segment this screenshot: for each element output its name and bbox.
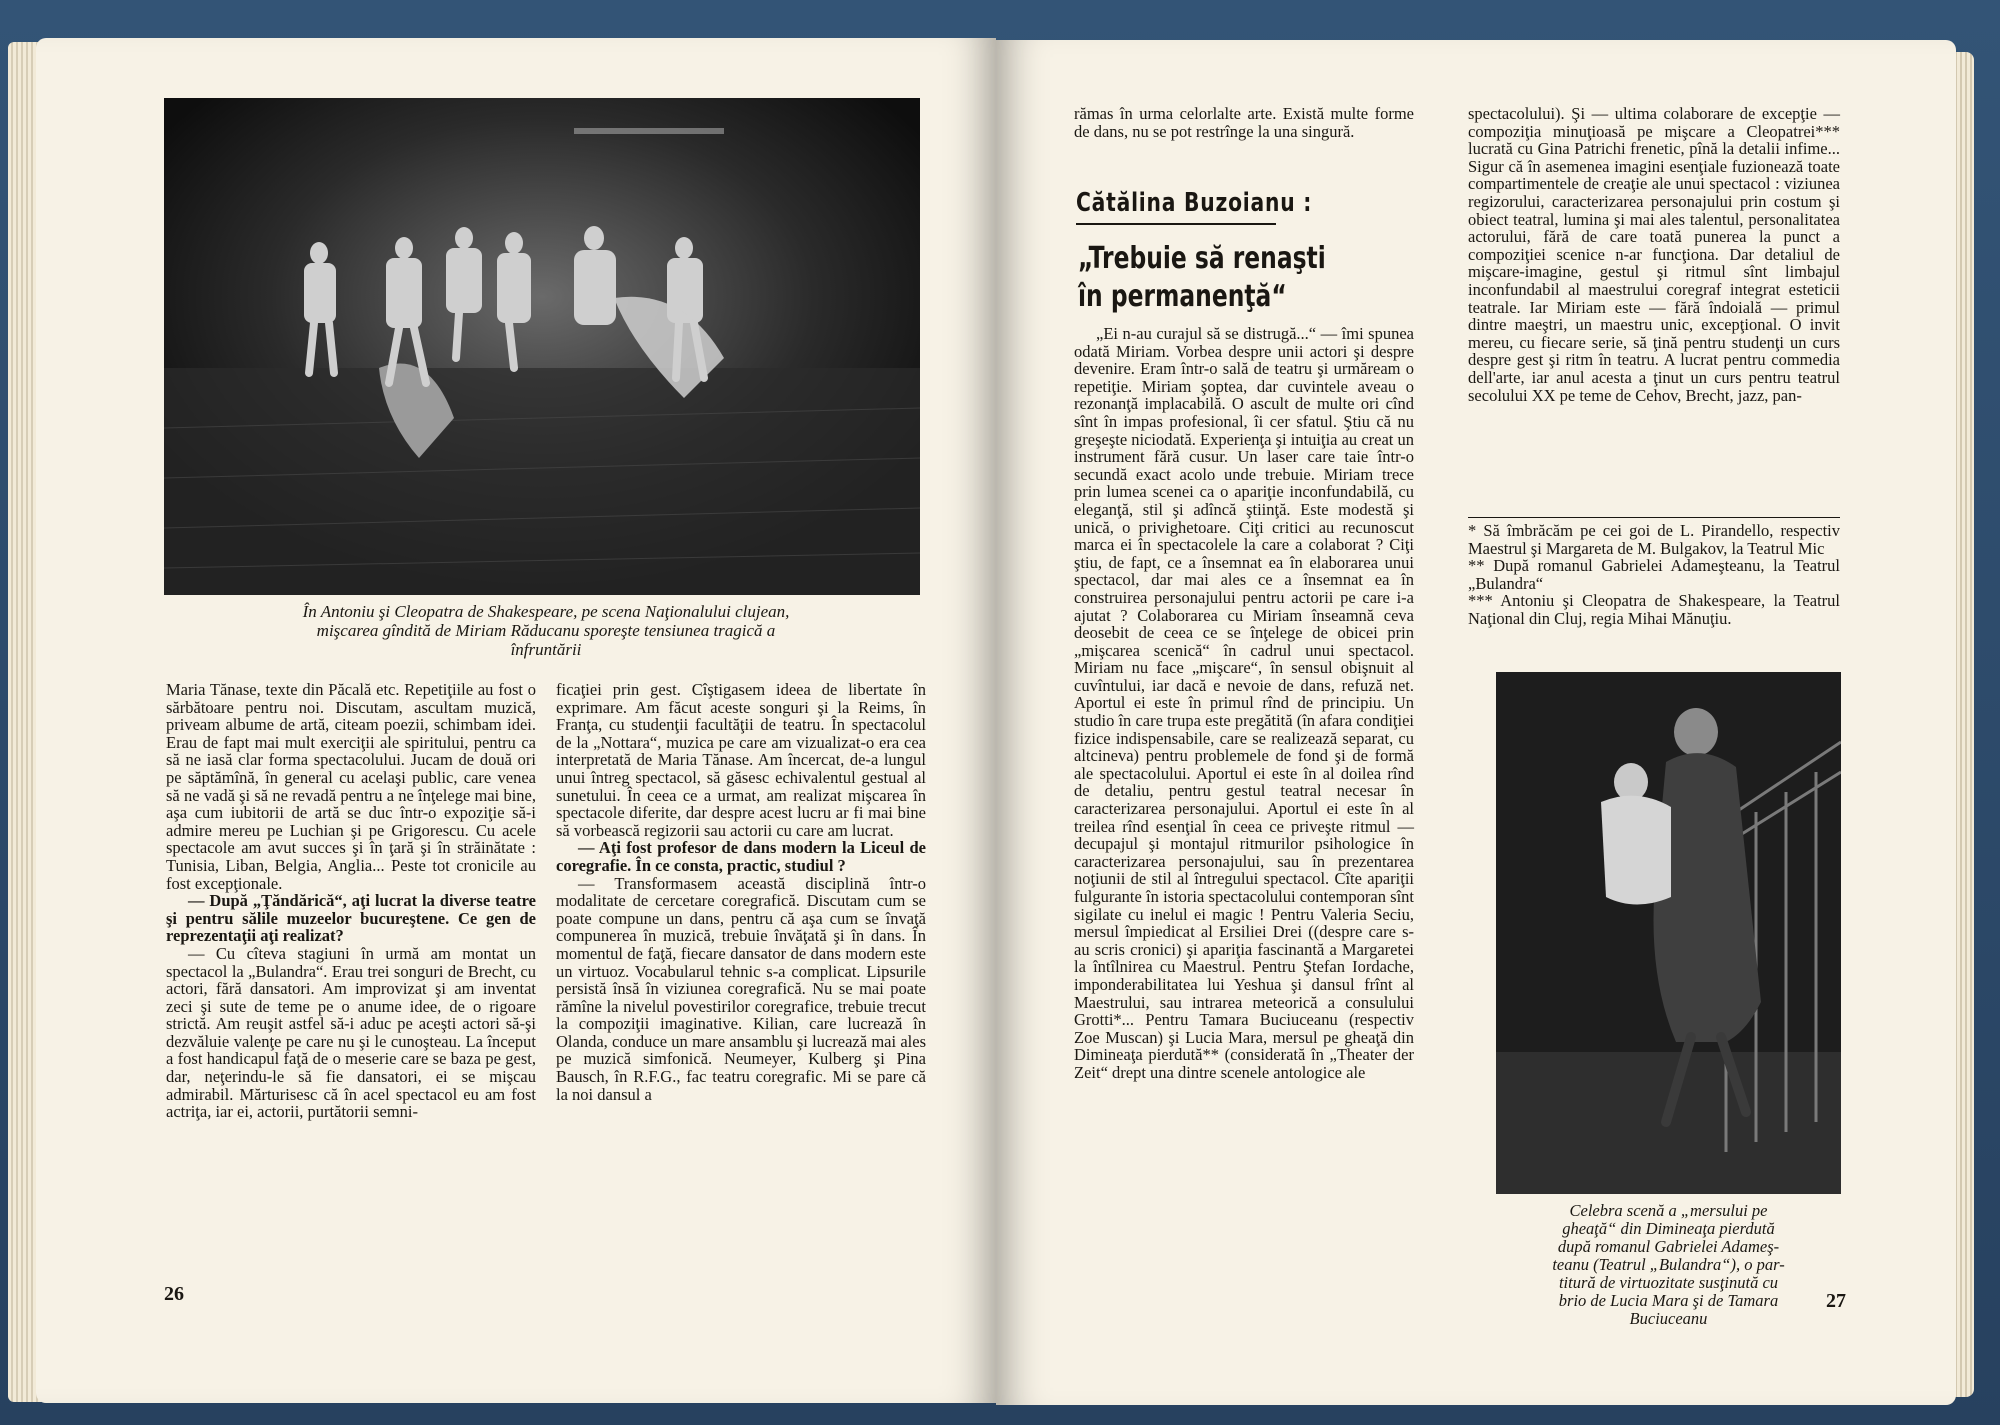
page-number: 27	[1826, 1290, 1846, 1312]
photo-caption-line-2: mişcarea gîndită de Miriam Răducanu sporeşte tensiunea tragică a	[316, 621, 776, 640]
caption-line: titură de virtuozitate susţinută cu	[1558, 1273, 1779, 1292]
interview-question: — Aţi fost profesor de dans modern la Liceul de coregrafie. În ce consta, practic, studiul ?	[556, 838, 926, 875]
actresses-photo-icon	[1496, 672, 1841, 1194]
photo-caption-line-3: înfruntării	[510, 640, 582, 659]
headline-line-1: „Trebuie să renaşti	[1078, 241, 1326, 276]
paragraph: rămas în urma celorlalte arte. Există multe forme de dans, nu se pot restrînge la una singură.	[1074, 104, 1414, 141]
paragraph: — Transformasem această disciplină într-o modalitate de cercetare coregrafică. Discutam cum se poate compune un dans, pentru că aşa cum se învaţă compunerea în muzică, trebuie învăţată şi în dans. În momentul de faţă, fiecare dansator de dans modern este un virtuoz. Vocabularul tehnic s-a complicat. Lipsurile persistă însă în viziunea coregrafică. Nu se mai poate rămîne la nivelul povestirilor coregrafice, trebuie trecut la compoziţii imaginative. Kilian, care lucrează în Olanda, conduce un mare ansamblu şi lucrează mai ales pe muzică simfonică. Neumeyer, Kulberg şi Pina Bausch, în R.F.G., fac teatru coregrafic. Mi se pare că la noi dansul a	[556, 873, 926, 1104]
page-number: 26	[164, 1283, 184, 1305]
photo-caption	[176, 602, 916, 659]
caption-line: după romanul Gabrielei Adameş-	[1557, 1237, 1780, 1256]
caption-line: Buciuceanu	[1629, 1309, 1708, 1328]
stage-photo-icon	[164, 98, 920, 595]
interview-question: — După „Ţăndărică“, aţi lucrat la diverse teatre şi pentru sălile muzeelor bucureştene. Ce gen de reprezentaţii aţi realizat?	[166, 891, 536, 946]
right-column-1-top	[1074, 105, 1414, 140]
left-column-1	[166, 681, 536, 1121]
footnote: * Să îmbrăcăm pe cei goi de L. Pirandello, respectiv Maestrul şi Margareta de M. Bulgakov, la Teatrul Mic	[1468, 521, 1840, 558]
footnote: *** Antoniu şi Cleopatra de Shakespeare, la Teatrul Naţional din Cluj, regia Mihai Mănuţiu.	[1468, 591, 1840, 628]
photo-caption-line-1: În Antoniu şi Cleopatra de Shakespeare, pe scena Naţionalului clujean,	[302, 602, 790, 621]
left-page	[36, 38, 996, 1403]
paragraph: Maria Tănase, texte din Păcală etc. Repetiţiile au fost o sărbătoare pentru noi. Discutam, ascultam muzică, priveam albume de artă, citeam poezii, schimbam idei. Erau de fapt mai mult exerciţii ale spiritului, pentru ca să ne iasă clar forma spectacolului. Jucam de două ori pe săptămînă, în general cu acelaşi public, care venea să ne vadă şi să ne revadă pentru a ne înţelege mai bine, aşa cum iubitorii de artă se duc într-o expoziţie să-i admire mereu pe Luchian şi pe Grigorescu. Cu acele spectacole am avut succes şi în ţară şi în străinătate : Tunisia, Liban, Belgia, Anglia... Peste tot cronicile au fost excepţionale.	[166, 680, 536, 893]
footnotes	[1468, 522, 1840, 628]
caption-line: teanu (Teatrul „Bulandra“), o par-	[1552, 1255, 1785, 1274]
article-headline	[1078, 240, 1326, 316]
paragraph: „Ei n-au curajul să se distrugă...“ — îmi spunea odată Miriam. Vorbea despre unii actori şi despre devenire. Eram într-o sală de teatru şi urmăream o repetiţie. Miriam şoptea, dar cuvintele aveau o rezonanţă implacabilă. O ascult de multe ori cînd sînt în impas profesional, îi cer sfatul. Ştiu că nu greşeşte niciodată. Experienţa şi intuiţia au creat un instrument fără cusur. Un laser care taie într-o secundă exact acolo unde trebuie. Miriam trece prin lumea scenei ca o apariţie inconfundabilă, cu eleganţă, stil şi adîncă ştiinţă. Este modestă şi unică, o privighetoare. Ciţi critici au recunoscut marca ei în spectacolele la care a colaborat ? Ciţi ştiu, de fapt, ce a însemnat ea în elaborarea unui spectacol, dar mai ales ce a însemnat ea în construirea personajului pentru actorii pe care i-a ajutat ? Colaborarea cu Miriam înseamnă ceva deosebit de ceea ce se înţelege de obicei prin „mişcarea scenică“ în cadrul unui spectacol. Miriam nu face „mişcare“, în sensul obişnuit al cuvîntului, iar dacă e nevoie de dans, refuză net. Aportul ei este în primul rînd de principiu. Un studio în care trupa este pregătită (în afara condiţiei fizice indispensabile, care se realizează separat, cu altcineva) pentru problemele de fond şi de formă ale spectacolului. Aportul ei este în al doilea rînd de detaliu, pentru gestul teatral necesar în caracterizarea personajului. Aportul ei este în al treilea rînd esenţial în ceea ce priveşte ritmul — decupajul şi montajul ritmurilor psihologice în caracterizarea personajului, sau în prezentarea noţiunii de stil al întregului spectacol. Cîte apariţii fulgurante în istoria spectacolului contemporan sînt sigilate cu inelul ei magic ! Pentru Valeria Seciu, mersul împiedicat al Ersiliei Drei ((despre care s-au scris cronici) şi apariţia fascinantă a Margaretei la întîlnirea cu Maestrul. Pentru Ştefan Iordache, imponderabilitatea lui Yeshua şi dansul frînt al Maestrului, sau intrarea meteorică a consulului Grotti*... Pentru Tamara Buciuceanu (respectiv Zoe Muscan) şi Lucia Mara, mersul pe gheaţă din Dimineaţa pierdută** (considerată în „Theater der Zeit“ drept una dintre scenele antologice ale	[1074, 324, 1414, 1082]
author-rule	[1076, 223, 1276, 225]
caption-line: gheaţă“ din Dimineaţa pierdută	[1562, 1219, 1775, 1238]
left-column-2	[556, 681, 926, 1103]
right-column-2	[1468, 105, 1840, 404]
notes-rule	[1468, 517, 1840, 518]
footnote: ** După romanul Gabrielei Adameşteanu, la Teatrul „Bulandra“	[1468, 556, 1840, 593]
headline-line-2: în permanenţă“	[1078, 279, 1287, 314]
right-page	[996, 40, 1956, 1405]
author-name: Cătălina Buzoianu :	[1076, 188, 1313, 218]
paragraph: — Cu cîteva stagiuni în urmă am montat un spectacol la „Bulandra“. Erau trei songuri de Brecht, cu actori, fără dansatori. Am improvizat şi am inventat zeci şi sute de teme pe o anume idee, de o rigoare strictă. Am reuşit astfel să-i aduc pe aceşti actori să-şi dezvăluie valenţe pe care nu şi le cunoşteau. La început a fost handicapul faţă de o meserie care se baza pe gest, dar, neţerindu-le să fie dansatori, ei se mişcau admirabil. Mărturisesc că în acel spectacol eu am fost actriţa, iar ei, actorii, purtătorii semni-	[166, 943, 536, 1122]
photo-caption	[1496, 1202, 1841, 1328]
caption-line: brio de Lucia Mara şi de Tamara	[1558, 1291, 1779, 1310]
paragraph: spectacolului). Şi — ultima colaborare de excepţie — compoziţia minuţioasă pe mişcare a Cleopatrei*** lucrată cu Gina Patrichi frenetic, pînă la detalii infime... Sigur că în asemenea imagini esenţiale fuzionează toate compartimentele de creaţie ale unui spectacol : viziunea regizorului, caracterizarea personajului prin costum şi obiect teatral, lumina şi mai ales talentul, personalitatea actorului, fără de care toată punerea la punct a compoziţiei scenice n-ar funcţiona. Dar detaliul de mişcare-imagine, gestul şi ritmul sînt limbajul inconfundabil al maestrului coregraf integrat esteticii teatrale. Iar Miriam este — fără îndoială — primul dintre maeştri, un maestru unic, excepţional. O invit mereu, cu fiecare serie, să ţină pentru studenţi un curs despre gest şi ritm în teatru. A lucrat pentru commedia dell'arte, iar anul acesta a ţinut un curs pentru teatrul secolului XX pe teme de Cehov, Brecht, jazz, pan-	[1468, 104, 1840, 405]
paragraph: ficaţiei prin gest. Cîştigasem ideea de libertate în exprimare. Am făcut aceste songuri şi la Reims, în Franţa, cu studenţii facultăţii de teatru. În spectacolul de la „Nottara“, muzica pe care am vizualizat-o era cea interpretată de Maria Tănase. Am încercat, de-a lungul unui întreg spectacol, să găsesc echivalentul gestual al sunetului. În ceea ce a urmat, am realizat mişcarea în spectacole diferite, dar despre acest lucru ar fi mai bine să vorbească regizorii sau actorii cu care am lucrat.	[556, 680, 926, 840]
right-column-1	[1074, 325, 1414, 1082]
caption-line: Celebra scenă a „mersului pe	[1569, 1201, 1768, 1220]
